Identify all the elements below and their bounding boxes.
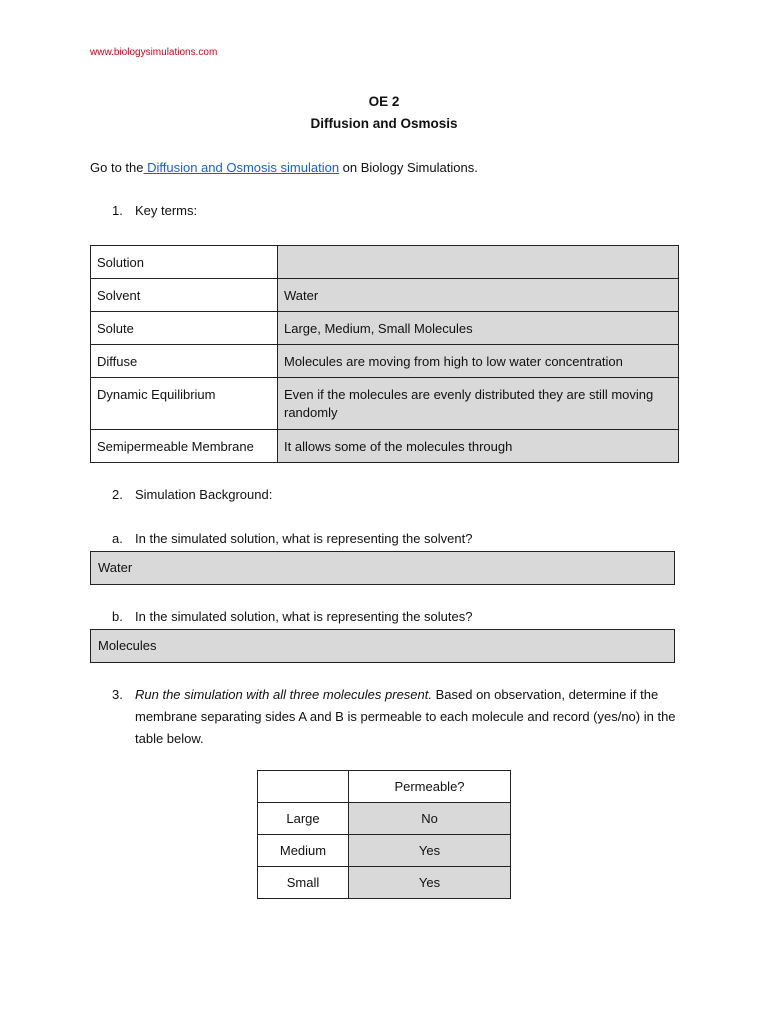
table-row (91, 345, 679, 378)
q1-number: 1. (112, 203, 123, 218)
document-code: OE 2 (368, 94, 400, 109)
table-row (91, 279, 679, 312)
table-row (91, 312, 679, 345)
q3-number: 3. (112, 687, 123, 702)
definition-cell[interactable]: Molecules are moving from high to low water concentration (278, 345, 679, 378)
term-cell: Diffuse (91, 345, 278, 378)
q1-text: Key terms: (135, 203, 198, 218)
permeable-value[interactable]: Yes (349, 867, 511, 899)
definition-cell[interactable]: Even if the molecules are evenly distributed they are still moving randomly (278, 378, 679, 430)
molecule-label: Small (258, 867, 349, 899)
permeable-value[interactable]: Yes (349, 835, 511, 867)
table-row (258, 771, 511, 803)
molecule-label: Large (258, 803, 349, 835)
term-cell: Solvent (91, 279, 278, 312)
term-cell: Dynamic Equilibrium (91, 378, 278, 430)
term-cell: Semipermeable Membrane (91, 430, 278, 463)
term-cell: Solute (91, 312, 278, 345)
table-row (258, 867, 511, 899)
definition-cell[interactable]: Water (278, 279, 679, 312)
site-link[interactable]: www.biologysimulations.com (90, 47, 218, 58)
molecule-label: Medium (258, 835, 349, 867)
q2a-letter: a. (112, 531, 123, 546)
empty-header-cell (258, 771, 349, 803)
q3-body: Based on observation, determine if the membrane separating sides A and B is permeable to each molecule and record (yes/no) in the table below. (135, 687, 676, 746)
permeable-value[interactable]: No (349, 803, 511, 835)
document-title: Diffusion and Osmosis (310, 116, 458, 131)
q2a-text: In the simulated solution, what is representing the solvent? (135, 531, 473, 546)
definition-cell[interactable] (278, 246, 679, 279)
table-row (91, 430, 679, 463)
q3-italic-instruction: Run the simulation with all three molecules present. (135, 687, 432, 702)
key-terms-table (90, 245, 679, 463)
permeability-table (257, 770, 511, 899)
intro-paragraph (90, 160, 478, 175)
q2-number: 2. (112, 487, 123, 502)
permeable-header: Permeable? (349, 771, 511, 803)
q2b-text: In the simulated solution, what is representing the solutes? (135, 609, 473, 624)
q2b-letter: b. (112, 609, 123, 624)
table-row (91, 246, 679, 279)
term-cell: Solution (91, 246, 278, 279)
definition-cell[interactable]: Large, Medium, Small Molecules (278, 312, 679, 345)
table-row (91, 378, 679, 430)
solvent-answer-box[interactable]: Water (90, 551, 675, 585)
simulation-link[interactable]: Diffusion and Osmosis simulation (143, 160, 340, 175)
solutes-answer-box[interactable]: Molecules (90, 629, 675, 663)
q3-text (135, 684, 683, 750)
intro-suffix: on Biology Simulations. (339, 160, 478, 175)
table-row (258, 835, 511, 867)
table-row (258, 803, 511, 835)
definition-cell[interactable]: It allows some of the molecules through (278, 430, 679, 463)
q2-text: Simulation Background: (135, 487, 273, 502)
intro-prefix: Go to the (90, 160, 144, 175)
